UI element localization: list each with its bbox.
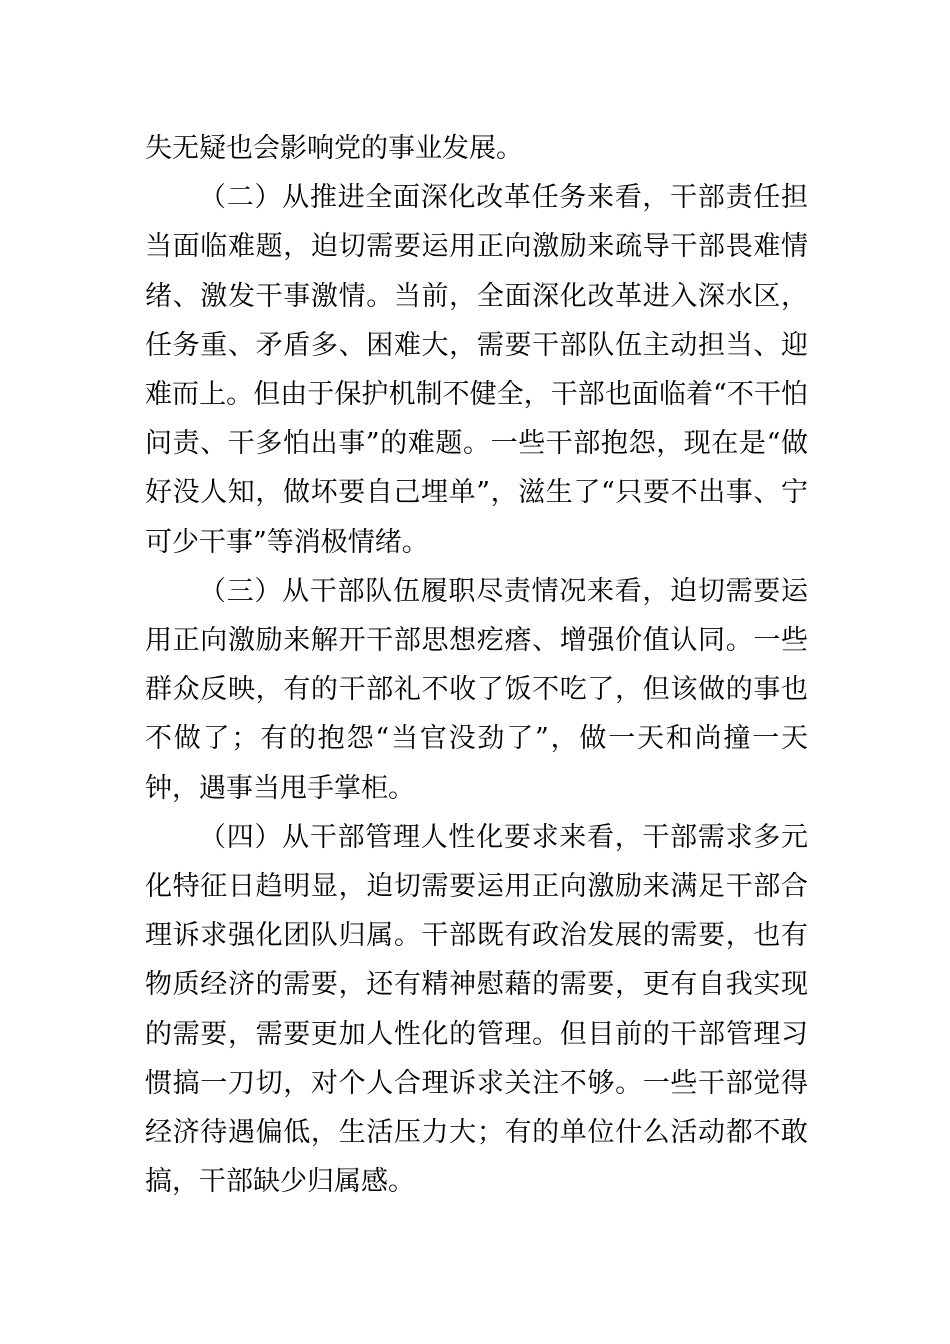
paragraph-continuation: 失无疑也会影响党的事业发展。: [145, 133, 523, 164]
paragraph-section-3: （三）从干部队伍履职尽责情况来看，迫切需要运用正向激励来解开干部思想疙瘩、增强价值认同。一些群众反映，有的干部礼不收了饭不吃了，但该做的事也不做了；有的抱怨“当官没劲了”，做一天和尚撞一天钟，遇事当甩手掌柜。: [145, 575, 808, 804]
paragraph-section-4: （四）从干部管理人性化要求来看，干部需求多元化特征日趋明显，迫切需要运用正向激励来满足干部合理诉求强化团队归属。干部既有政治发展的需要，也有物质经济的需要，还有精神慰藉的需要，更有自我实现的需要，需要更加人性化的管理。但目前的干部管理习惯搞一刀切，对个人合理诉求关注不够。一些干部觉得经济待遇偏低，生活压力大；有的单位什么活动都不敢搞，干部缺少归属感。: [145, 821, 808, 1198]
paragraph-section-2: （二）从推进全面深化改革任务来看，干部责任担当面临难题，迫切需要运用正向激励来疏导干部畏难情绪、激发干事激情。当前，全面深化改革进入深水区，任务重、矛盾多、困难大，需要干部队伍主动担当、迎难而上。但由于保护机制不健全，干部也面临着“不干怕问责、干多怕出事”的难题。一些干部抱怨，现在是“做好没人知，做坏要自己埋单”，滋生了“只要不出事、宁可少干事”等消极情绪。: [145, 182, 808, 558]
document-body: [145, 124, 808, 1206]
